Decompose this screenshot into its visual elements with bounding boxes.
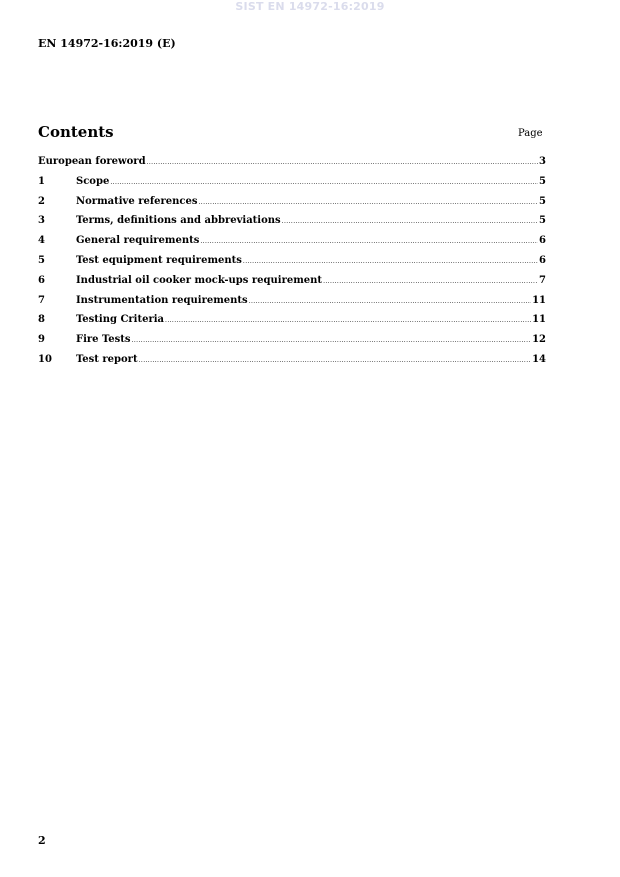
toc-entry-page: 3 bbox=[539, 156, 546, 167]
toc-entry-page: 5 bbox=[539, 175, 546, 187]
toc-entry-title: Test report bbox=[76, 353, 138, 365]
toc-entry-page: 11 bbox=[532, 314, 546, 326]
toc-leader-dots bbox=[249, 298, 531, 305]
toc-leader-dots bbox=[165, 317, 531, 324]
toc-entry-2[interactable] bbox=[38, 196, 546, 216]
toc-entry-page: 7 bbox=[539, 274, 546, 286]
toc-entry-title: Fire Tests bbox=[76, 334, 131, 346]
toc-entry-number: 5 bbox=[38, 254, 45, 266]
page-column-label: Page bbox=[518, 128, 543, 139]
toc-entry-number: 6 bbox=[38, 274, 45, 286]
watermark: SIST EN 14972-16:2019 bbox=[235, 0, 385, 13]
toc-leader-dots bbox=[147, 159, 538, 166]
toc-entry-foreword[interactable] bbox=[38, 156, 546, 176]
toc-entry-page: 6 bbox=[539, 235, 546, 247]
toc-entry-9[interactable] bbox=[38, 334, 546, 354]
toc-entry-number: 8 bbox=[38, 314, 45, 326]
toc-leader-dots bbox=[243, 258, 538, 265]
toc-leader-dots bbox=[199, 199, 539, 206]
toc-entry-1[interactable] bbox=[38, 176, 546, 196]
toc-leader-dots bbox=[139, 357, 532, 364]
toc-entry-page: 11 bbox=[532, 294, 546, 306]
toc-entry-number: 9 bbox=[38, 334, 45, 346]
toc-entry-7[interactable] bbox=[38, 295, 546, 315]
contents-title: Contents bbox=[38, 123, 114, 141]
toc-entry-title: Scope bbox=[76, 175, 110, 187]
toc-entry-title: Testing Criteria bbox=[76, 314, 165, 326]
toc-entry-title: Instrumentation requirements bbox=[76, 294, 248, 306]
document-id: EN 14972-16:2019 (E) bbox=[38, 37, 176, 50]
toc-entry-title: Industrial oil cooker mock-ups requirement bbox=[76, 274, 323, 286]
toc-entry-title: Test equipment requirements bbox=[76, 254, 242, 266]
toc-entry-title: Normative references bbox=[76, 195, 198, 207]
toc-leader-dots bbox=[110, 179, 538, 186]
toc-entry-number: 2 bbox=[38, 195, 45, 207]
toc-entry-number: 10 bbox=[38, 353, 52, 365]
toc-entry-page: 5 bbox=[539, 195, 546, 207]
toc-entry-page: 5 bbox=[539, 215, 546, 227]
toc-entry-number: 7 bbox=[38, 294, 45, 306]
toc-leader-dots bbox=[200, 238, 538, 245]
table-of-contents bbox=[38, 156, 546, 374]
page-number: 2 bbox=[38, 834, 46, 847]
toc-entry-number: 1 bbox=[38, 175, 45, 187]
toc-entry-title: Terms, definitions and abbreviations bbox=[76, 215, 281, 227]
toc-entry-title: European foreword bbox=[38, 156, 146, 167]
toc-entry-4[interactable] bbox=[38, 235, 546, 255]
toc-entry-3[interactable] bbox=[38, 215, 546, 235]
toc-leader-dots bbox=[282, 218, 538, 225]
toc-entry-number: 3 bbox=[38, 215, 45, 227]
toc-entry-page: 12 bbox=[532, 334, 546, 346]
toc-leader-dots bbox=[132, 337, 532, 344]
toc-entry-5[interactable] bbox=[38, 255, 546, 275]
toc-entry-number: 4 bbox=[38, 235, 45, 247]
toc-entry-page: 14 bbox=[532, 353, 546, 365]
toc-entry-10[interactable] bbox=[38, 354, 546, 374]
toc-entry-title: General requirements bbox=[76, 235, 200, 247]
toc-entry-8[interactable] bbox=[38, 314, 546, 334]
toc-entry-6[interactable] bbox=[38, 275, 546, 295]
toc-entry-page: 6 bbox=[539, 254, 546, 266]
toc-leader-dots bbox=[323, 278, 538, 285]
